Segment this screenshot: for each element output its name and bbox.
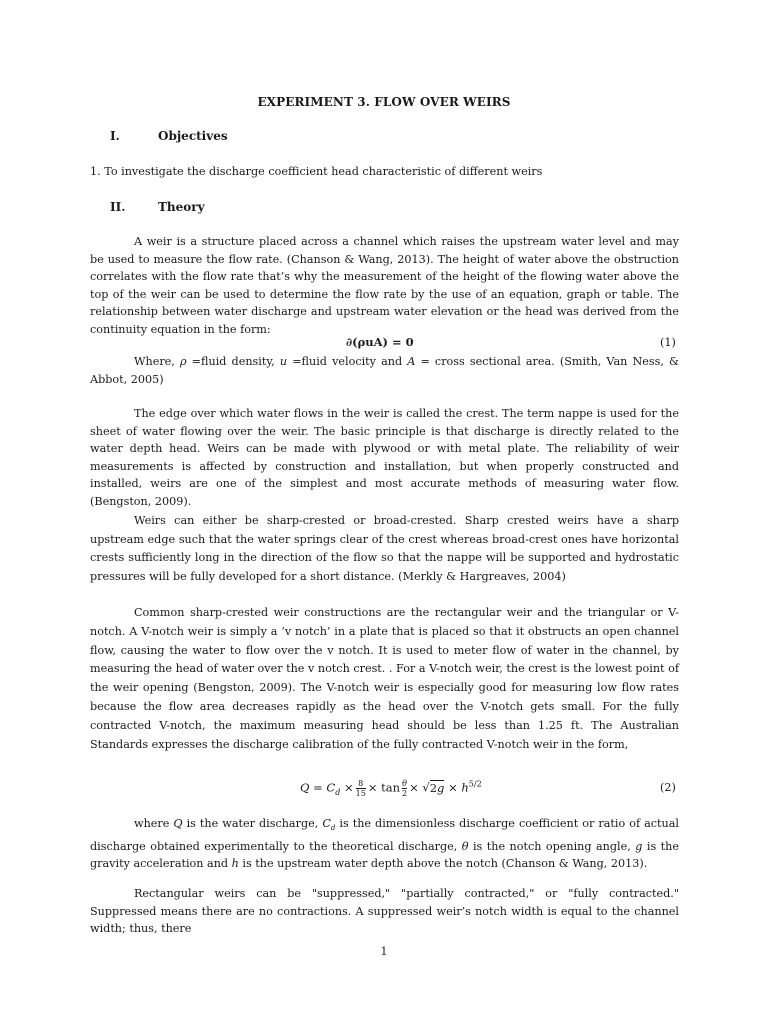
equation-2-number: (2) [660, 781, 676, 794]
page-number: 1 [380, 945, 388, 958]
page-title: EXPERIMENT 3. FLOW OVER WEIRS [257, 95, 511, 109]
theory-paragraph-5: where Q is the water discharge, $C_d$ is the dimensionless discharge coefficient or ratio of actual discharge obtained experimentally to the theoretical discharge, θ is the notch opening angle, g is the gravity acceleration and h is the upstream water depth above the notch (Chanson & Wang, 2013). [90, 817, 679, 871]
theory-paragraph-3: Weirs can either be sharp-crested or broad-crested. Sharp crested weirs have a sharp upstream edge such that the water springs clear of the crest whereas broad-crest ones have horizontal crests sufficiently long in the direction of the flow so that the nappe will be supported and hydrostatic pressures will be fully developed for a short distance. (Merkly & Hargreaves, 2004) [90, 514, 679, 583]
theory-paragraph-2: The edge over which water flows in the weir is called the crest. The term nappe is used for the sheet of water flowing over the weir. The basic principle is that discharge is directly related to the water depth head. Weirs can be made with plywood or with metal plate. The reliability of weir measurements is affected by construction and installation, but when properly constructed and installed, weirs are one of the simplest and most accurate methods of measuring water flow. (Bengston, 2009). [90, 407, 679, 508]
section-heading-objectives: Objectives [158, 129, 228, 143]
section-numeral-theory: II. [110, 200, 126, 214]
section-numeral-objectives: I. [110, 129, 120, 143]
equation-2: $Q = C_d$ × $\frac{8}{15}$ × tan $\frac{\theta}{2}$ × $√2g \times h^{5/2}$ [300, 779, 482, 798]
theory-paragraph-1: A weir is a structure placed across a channel which raises the upstream water level and may be used to measure the flow rate. (Chanson & Wang, 2013). The height of water above the obstruction correlates with the flow rate that’s why the measurement of the height of the flowing water above the top of the weir can be used to determine the flow rate by the use of an equation, graph or table. The relationship between water discharge and upstream water elevation or the head was derived from the continuity equation in the form: [90, 235, 679, 336]
section-heading-theory: Theory [158, 200, 205, 214]
theory-paragraph-6: Rectangular weirs can be "suppressed," "partially contracted," or "fully contracted." Suppressed means there are no contractions. A suppressed weir’s notch width is equal to the channel width; thus, there [90, 887, 679, 936]
equation-1: ∂(ρuA) = 0 [346, 335, 414, 349]
equation-1-number: (1) [660, 336, 676, 349]
theory-paragraph-1b: Where, ρ =fluid density, u =fluid velocity and A = cross sectional area. (Smith, Van Ness, & Abbot, 2005) [90, 355, 679, 386]
objective-item: 1. To investigate the discharge coefficient head characteristic of different weirs [90, 165, 543, 178]
theory-paragraph-4: Common sharp-crested weir constructions are the rectangular weir and the triangular or V-notch. A V-notch weir is simply a ‘v notch’ in a plate that is placed so that it obstructs an open channel flow, causing the water to flow over the v notch. It is used to meter flow of water in the channel, by measuring the head of water over the v notch crest. . For a V-notch weir, the crest is the lowest point of the weir opening (Bengston, 2009). The V-notch weir is especially good for measuring low flow rates because the flow area decreases rapidly as the head over the V-notch gets small. For the fully contracted V-notch, the maximum measuring head should be less than 1.25 ft. The Australian Standards expresses the discharge calibration of the fully contracted V-notch weir in the form, [90, 606, 679, 751]
